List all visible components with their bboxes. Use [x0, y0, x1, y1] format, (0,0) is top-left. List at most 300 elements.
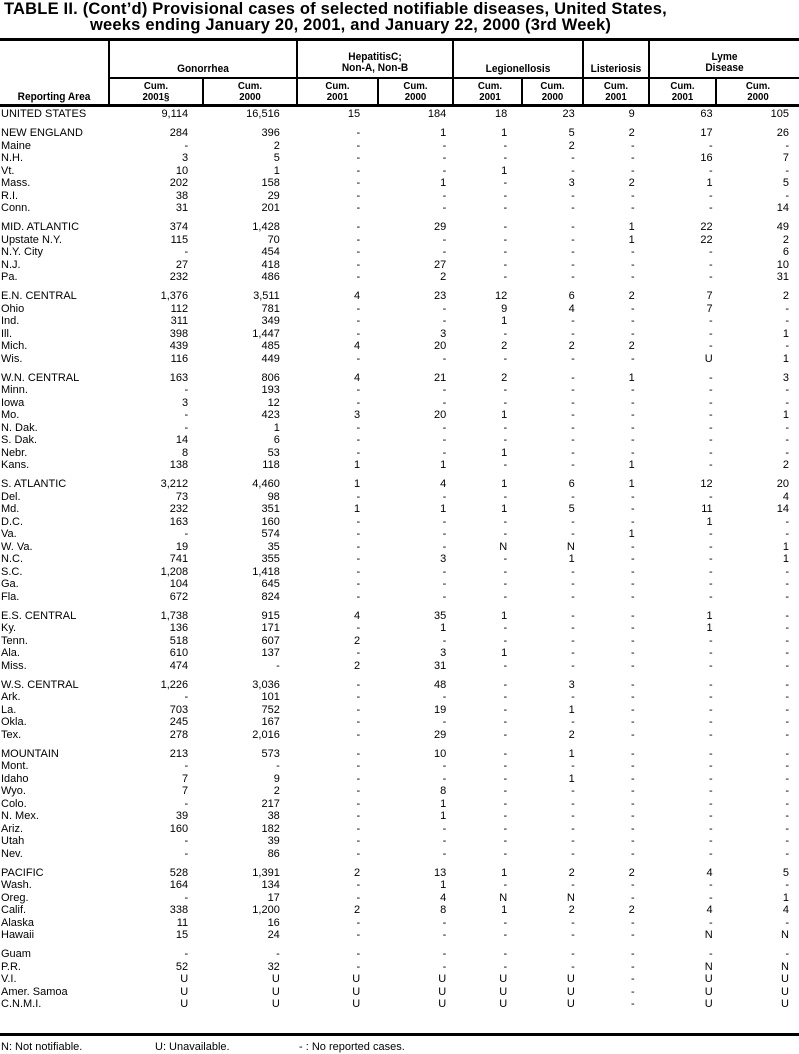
table-row — [0, 127, 799, 140]
value-cell: - — [785, 916, 789, 929]
value-cell: 29 — [434, 221, 447, 233]
value-cell: 12 — [494, 290, 508, 302]
value-cell: - — [631, 396, 635, 409]
value-cell: 311 — [170, 315, 189, 327]
header-bottom-rule — [0, 104, 799, 107]
value-cell: U — [499, 985, 508, 998]
value-cell: - — [184, 760, 189, 772]
subheader-line: 2001§ — [142, 90, 170, 103]
value-cell: - — [631, 985, 635, 998]
value-cell: 14 — [175, 434, 189, 446]
value-cell: - — [709, 258, 713, 271]
value-cell: - — [356, 647, 361, 659]
value-cell: 22 — [700, 233, 713, 246]
value-cell: 3,036 — [252, 678, 280, 691]
reporting-area-cell: NEW ENGLAND — [1, 127, 83, 139]
value-cell: 38 — [267, 810, 280, 822]
value-cell: 1 — [440, 503, 447, 515]
subheader-hepc-2001 — [301, 81, 374, 102]
value-cell: 1 — [782, 553, 789, 565]
value-cell: 1,738 — [160, 609, 189, 622]
table-row — [0, 541, 799, 554]
value-cell: - — [184, 421, 189, 434]
value-cell: 2 — [568, 904, 575, 916]
value-cell: 423 — [261, 409, 280, 421]
value-cell: - — [356, 703, 361, 716]
value-cell: 1 — [501, 164, 508, 177]
value-cell: - — [631, 384, 635, 396]
table-row — [0, 271, 799, 284]
value-cell: 1 — [501, 503, 508, 515]
value-cell: 20 — [434, 409, 447, 421]
value-cell: - — [356, 271, 361, 283]
value-cell: - — [503, 835, 508, 847]
value-cell: - — [785, 797, 789, 810]
value-cell: - — [631, 302, 635, 315]
value-cell: 3 — [440, 327, 447, 340]
value-cell: - — [785, 421, 789, 434]
header-divider — [715, 78, 717, 105]
value-cell: 115 — [170, 233, 189, 246]
value-cell: N — [704, 929, 713, 941]
value-cell: - — [631, 139, 635, 152]
reporting-area-cell: Wash. — [1, 879, 32, 891]
value-cell: - — [503, 760, 508, 772]
value-cell: 2 — [782, 290, 789, 302]
reporting-area-cell: Colo. — [1, 797, 27, 810]
value-cell: - — [709, 446, 713, 459]
value-cell: - — [442, 490, 447, 503]
value-cell: - — [709, 948, 713, 960]
value-cell: N — [566, 891, 575, 904]
value-cell: - — [184, 797, 189, 810]
subheader-hepc-2000 — [382, 81, 449, 102]
value-cell: 672 — [169, 590, 189, 603]
value-cell: - — [709, 691, 713, 703]
value-cell: 1 — [501, 609, 508, 622]
table-row — [0, 290, 799, 303]
value-cell: - — [571, 659, 575, 672]
value-cell: 2 — [568, 139, 575, 152]
value-cell: 1,391 — [252, 866, 280, 879]
value-cell: 1 — [273, 421, 280, 434]
value-cell: 160 — [261, 515, 280, 528]
value-cell: - — [785, 446, 789, 459]
value-cell: 396 — [261, 127, 280, 139]
title-line-1: TABLE II. (Cont’d) Provisional cases of selected notifiable diseases, United States, — [4, 0, 667, 18]
table-row — [0, 917, 799, 930]
value-cell: - — [571, 622, 575, 634]
table-row — [0, 798, 799, 811]
value-cell: 202 — [169, 177, 189, 189]
value-cell: 1 — [354, 478, 361, 490]
value-cell: 4,460 — [252, 478, 280, 490]
value-cell: 27 — [175, 258, 189, 271]
value-cell: 14 — [776, 202, 789, 214]
value-cell: - — [709, 553, 713, 565]
table-row — [0, 528, 799, 541]
value-cell: 1 — [501, 315, 508, 327]
value-cell: 6 — [568, 478, 575, 490]
value-cell: - — [571, 847, 575, 860]
value-cell: - — [442, 202, 447, 214]
value-cell: U — [438, 973, 447, 985]
value-cell: - — [184, 139, 189, 152]
table-row — [0, 434, 799, 447]
reporting-area-cell: Md. — [1, 503, 20, 515]
value-cell: - — [503, 327, 508, 340]
reporting-area-cell: Miss. — [1, 659, 27, 672]
group-label: Gonorrhea — [177, 63, 229, 75]
reporting-area-cell: R.I. — [1, 189, 19, 202]
value-cell: - — [785, 716, 789, 728]
reporting-area-cell: Mass. — [1, 177, 31, 189]
value-cell: - — [709, 716, 713, 728]
reporting-area-cell: Vt. — [1, 164, 15, 177]
value-cell: - — [442, 822, 447, 835]
table-row — [0, 409, 799, 422]
header-divider — [202, 78, 204, 105]
table-row — [0, 221, 799, 234]
group-label: Listeriosis — [590, 63, 642, 75]
table-row — [0, 202, 799, 215]
value-cell: - — [503, 822, 508, 835]
footer-rule — [0, 1033, 799, 1036]
value-cell: - — [631, 960, 635, 973]
reporting-area-cell: S. Dak. — [1, 434, 38, 446]
group-header-legionellosis — [459, 64, 577, 75]
value-cell: 645 — [261, 578, 280, 590]
value-cell: - — [631, 490, 635, 503]
value-cell: - — [785, 528, 789, 540]
value-cell: 3 — [182, 396, 189, 409]
value-cell: - — [709, 835, 713, 847]
value-cell: - — [631, 916, 635, 929]
subheader-line: Cum. — [540, 80, 565, 92]
value-cell: 7 — [706, 302, 713, 315]
value-cell: - — [442, 164, 447, 177]
value-cell: - — [571, 948, 575, 960]
table-row — [0, 190, 799, 203]
value-cell: 1 — [501, 866, 508, 879]
reporting-area-cell: MOUNTAIN — [1, 747, 59, 760]
value-cell: 3 — [568, 678, 575, 691]
reporting-area-cell: Ala. — [1, 647, 20, 659]
value-cell: - — [356, 152, 361, 164]
value-cell: - — [503, 221, 508, 233]
value-cell: - — [571, 760, 575, 772]
value-cell: 349 — [261, 315, 280, 327]
subheader-legionellosis-2000 — [525, 81, 579, 102]
value-cell: - — [709, 528, 713, 540]
value-cell: - — [356, 728, 361, 741]
value-cell: 607 — [261, 634, 280, 647]
table-row — [0, 328, 799, 341]
value-cell: - — [785, 847, 789, 860]
subheader-line: Cum. — [143, 80, 169, 92]
value-cell: - — [442, 446, 447, 459]
value-cell: 7 — [706, 290, 713, 302]
value-cell: - — [356, 434, 361, 446]
value-cell: - — [709, 459, 713, 471]
reporting-area-cell: N.H. — [1, 152, 23, 164]
value-cell: - — [709, 578, 713, 590]
value-cell: - — [631, 929, 635, 941]
value-cell: 1 — [782, 327, 789, 340]
table-row — [0, 835, 799, 848]
value-cell: - — [503, 879, 508, 891]
value-cell: - — [356, 233, 361, 246]
value-cell: - — [503, 384, 508, 396]
value-cell: 1 — [628, 221, 635, 233]
value-cell: - — [785, 622, 789, 634]
value-cell: - — [631, 785, 635, 797]
value-cell: - — [442, 760, 447, 772]
value-cell: U — [352, 998, 361, 1010]
value-cell: - — [503, 152, 508, 164]
table-row — [0, 660, 799, 673]
value-cell: N — [566, 540, 575, 553]
value-cell: 16 — [700, 152, 713, 164]
value-cell: 38 — [175, 189, 189, 202]
value-cell: 1 — [501, 127, 508, 139]
reporting-area-cell: Guam — [1, 948, 31, 960]
value-cell: - — [503, 747, 508, 760]
value-cell: U — [271, 998, 280, 1010]
value-cell: - — [503, 246, 508, 258]
value-cell: 915 — [261, 609, 280, 622]
value-cell: U — [704, 973, 713, 985]
value-cell: 116 — [170, 352, 189, 365]
value-cell: 10 — [434, 747, 447, 760]
value-cell: - — [442, 716, 447, 728]
reporting-area-cell: Maine — [1, 139, 31, 152]
value-cell: 39 — [175, 810, 189, 822]
value-cell: 1 — [568, 553, 575, 565]
value-cell: 374 — [169, 221, 189, 233]
value-cell: 17 — [267, 891, 280, 904]
value-cell: - — [709, 565, 713, 578]
value-cell: - — [184, 847, 189, 860]
value-cell: 1 — [440, 459, 447, 471]
reporting-area-cell: Idaho — [1, 772, 29, 785]
value-cell: - — [184, 835, 189, 847]
value-cell: - — [571, 421, 575, 434]
group-header-listeriosis — [587, 64, 646, 75]
value-cell: 3 — [782, 371, 789, 384]
reporting-area-cell: UNITED STATES — [1, 108, 87, 120]
value-cell: 2 — [354, 634, 361, 647]
value-cell: - — [356, 302, 361, 315]
table-row — [0, 340, 799, 353]
value-cell: 2 — [501, 371, 508, 384]
value-cell: - — [631, 835, 635, 847]
value-cell: - — [356, 797, 361, 810]
value-cell: 1 — [440, 127, 447, 139]
value-cell: - — [631, 728, 635, 741]
reporting-area-cell: Oreg. — [1, 891, 29, 904]
value-cell: 27 — [434, 258, 447, 271]
reporting-area-cell: Del. — [1, 490, 21, 503]
value-cell: - — [356, 810, 361, 822]
value-cell: - — [356, 785, 361, 797]
value-cell: 182 — [261, 822, 280, 835]
value-cell: - — [571, 459, 575, 471]
value-cell: 20 — [434, 340, 447, 352]
subheader-gonorrhea-2001 — [114, 81, 199, 102]
value-cell: 10 — [776, 258, 789, 271]
value-cell: - — [785, 590, 789, 603]
value-cell: - — [356, 139, 361, 152]
value-cell: U — [499, 998, 508, 1010]
reporting-area-cell: Tex. — [1, 728, 22, 741]
value-cell: - — [442, 540, 447, 553]
value-cell: 6 — [568, 290, 575, 302]
value-cell: U — [499, 973, 508, 985]
value-cell: - — [709, 659, 713, 672]
value-cell: 351 — [261, 503, 280, 515]
value-cell: - — [631, 948, 635, 960]
group-label: HepatitisC; — [348, 51, 402, 63]
value-cell: - — [709, 728, 713, 741]
value-cell: 2 — [628, 127, 635, 139]
reporting-area-cell: P.R. — [1, 960, 21, 973]
table-row — [0, 716, 799, 729]
value-cell: - — [631, 760, 635, 772]
value-cell: 1 — [782, 891, 789, 904]
reporting-area-cell: Va. — [1, 528, 17, 540]
reporting-area-cell: Pa. — [1, 271, 18, 283]
value-cell: 398 — [169, 327, 189, 340]
value-cell: 3 — [568, 177, 575, 189]
value-cell: N — [781, 960, 789, 973]
value-cell: - — [184, 948, 189, 960]
value-cell: 12 — [700, 478, 713, 490]
value-cell: - — [356, 822, 361, 835]
value-cell: 2 — [568, 728, 575, 741]
value-cell: - — [571, 960, 575, 973]
value-cell: - — [356, 772, 361, 785]
value-cell: 3 — [440, 553, 447, 565]
value-cell: 167 — [261, 716, 280, 728]
value-cell: 29 — [434, 728, 447, 741]
value-cell: - — [442, 691, 447, 703]
value-cell: 284 — [169, 127, 189, 139]
value-cell: 338 — [169, 904, 189, 916]
value-cell: - — [785, 302, 789, 315]
value-cell: 9,114 — [161, 108, 189, 120]
value-cell: 158 — [261, 177, 280, 189]
table-row — [0, 447, 799, 460]
value-cell: - — [709, 785, 713, 797]
value-cell: - — [631, 998, 635, 1010]
value-cell: - — [503, 565, 508, 578]
value-cell: - — [631, 540, 635, 553]
value-cell: - — [503, 634, 508, 647]
table-row — [0, 566, 799, 579]
value-cell: 1,376 — [160, 290, 189, 302]
value-cell: - — [503, 916, 508, 929]
value-cell: - — [785, 647, 789, 659]
table-row — [0, 961, 799, 974]
value-cell: 9 — [501, 302, 508, 315]
value-cell: 136 — [169, 622, 189, 634]
value-cell: - — [631, 565, 635, 578]
value-cell: 1 — [628, 528, 635, 540]
value-cell: - — [631, 409, 635, 421]
reporting-area-cell: Fla. — [1, 590, 20, 603]
value-cell: - — [785, 578, 789, 590]
value-cell: - — [503, 703, 508, 716]
value-cell: U — [704, 998, 713, 1010]
group-label-2: Disease — [705, 62, 744, 74]
table-row — [0, 259, 799, 272]
value-cell: - — [709, 678, 713, 691]
value-cell: U — [704, 985, 713, 998]
value-cell: 98 — [267, 490, 280, 503]
value-cell: - — [571, 446, 575, 459]
value-cell: - — [709, 202, 713, 214]
reporting-area-cell: N. Dak. — [1, 421, 38, 434]
value-cell: - — [709, 396, 713, 409]
value-cell: - — [571, 822, 575, 835]
value-cell: - — [785, 164, 789, 177]
value-cell: - — [785, 384, 789, 396]
data-table — [0, 108, 799, 1011]
value-cell: - — [503, 622, 508, 634]
value-cell: - — [503, 528, 508, 540]
value-cell: 2 — [782, 233, 789, 246]
value-cell: - — [631, 503, 635, 515]
subheader-line: 2000 — [541, 90, 564, 103]
value-cell: - — [356, 490, 361, 503]
value-cell: - — [571, 434, 575, 446]
reporting-area-cell: Tenn. — [1, 634, 28, 647]
value-cell: 1 — [501, 446, 508, 459]
value-cell: - — [785, 760, 789, 772]
value-cell: - — [785, 772, 789, 785]
value-cell: - — [631, 810, 635, 822]
value-cell: 824 — [261, 590, 280, 603]
value-cell: - — [631, 797, 635, 810]
value-cell: 8 — [440, 785, 447, 797]
value-cell: - — [785, 659, 789, 672]
table-row — [0, 879, 799, 892]
value-cell: - — [709, 847, 713, 860]
value-cell: 1 — [440, 797, 447, 810]
value-cell: 184 — [427, 108, 447, 120]
value-cell: - — [442, 634, 447, 647]
value-cell: - — [571, 271, 575, 283]
subheader-line: Cum. — [237, 80, 263, 92]
table-row — [0, 729, 799, 742]
value-cell: - — [785, 835, 789, 847]
value-cell: 4 — [782, 904, 789, 916]
value-cell: 2 — [628, 904, 635, 916]
reporting-area-cell: Alaska — [1, 916, 35, 929]
value-cell: - — [571, 233, 575, 246]
value-cell: - — [503, 810, 508, 822]
value-cell: - — [631, 152, 635, 164]
subheader-line: 2001 — [671, 90, 694, 103]
value-cell: - — [356, 691, 361, 703]
value-cell: - — [631, 578, 635, 590]
header-divider — [582, 40, 584, 105]
value-cell: 8 — [182, 446, 189, 459]
value-cell: U — [438, 985, 447, 998]
reporting-area-cell: S.C. — [1, 565, 23, 578]
value-cell: - — [356, 202, 361, 214]
